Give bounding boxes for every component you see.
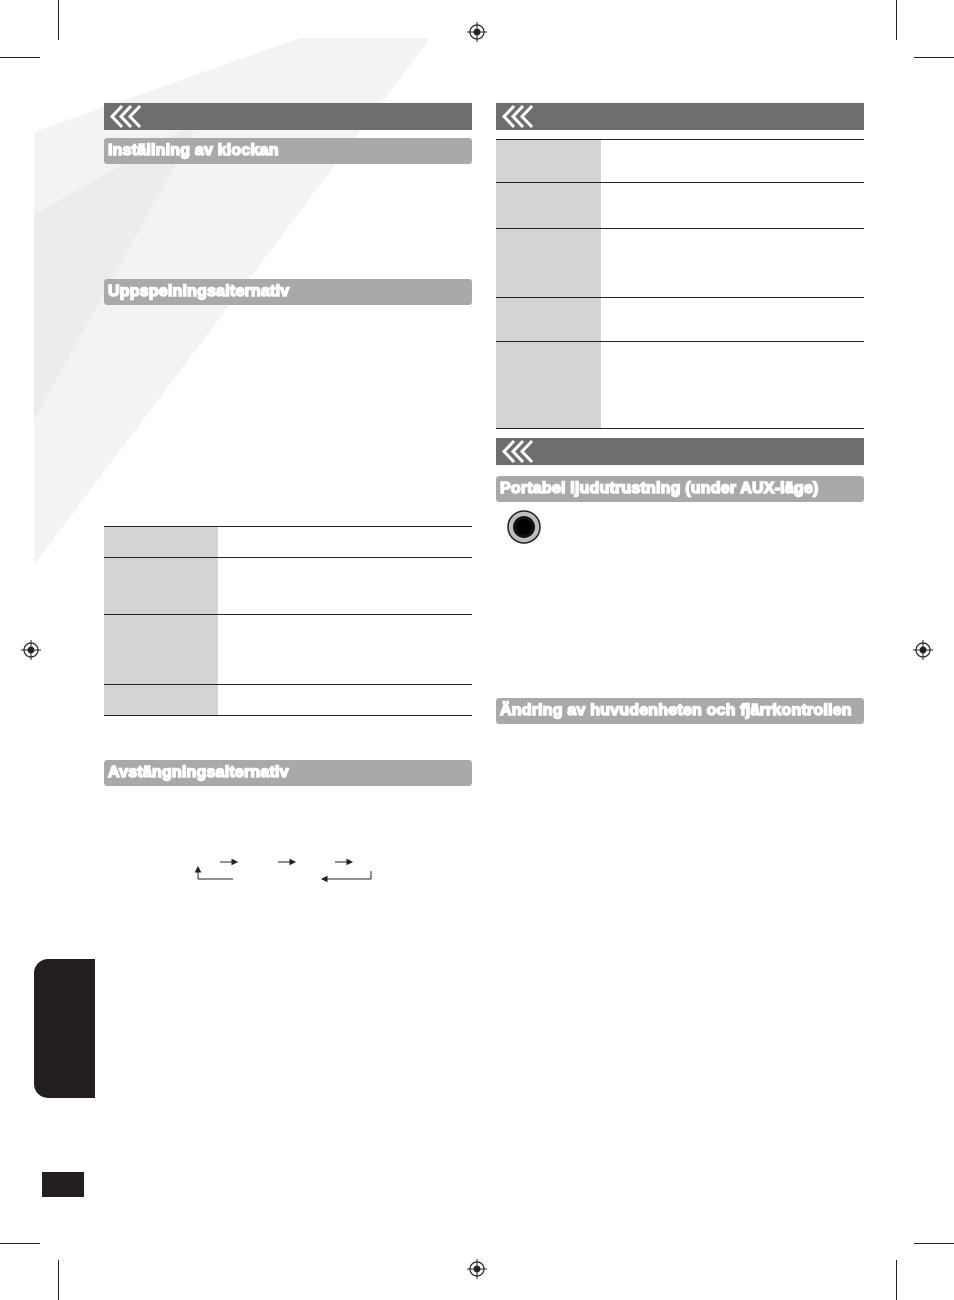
table-row <box>104 685 472 716</box>
cycle-arrows-diagram <box>190 855 380 885</box>
triple-chevron-left-icon <box>108 103 144 130</box>
table-row <box>496 342 864 429</box>
subheading-off-settings: Avstängningsalternativ <box>104 760 472 786</box>
subheading-remote-change: Ändring av huvudenheten och fjärrkontrollen <box>496 698 864 724</box>
subheading-playback: Uppspelningsalternativ <box>104 279 472 305</box>
registration-mark-icon <box>467 22 487 42</box>
aux-jack-icon <box>507 510 541 544</box>
section-header-right-top <box>496 103 864 130</box>
table-row <box>496 183 864 229</box>
triple-chevron-left-icon <box>500 438 536 465</box>
section-header-left <box>104 103 472 130</box>
language-side-tab <box>34 959 95 1098</box>
section-header-right-bottom <box>496 438 864 465</box>
table-row <box>104 615 472 685</box>
crop-mark <box>914 57 954 58</box>
crop-mark <box>914 1243 954 1244</box>
crop-mark <box>896 0 897 40</box>
table-row <box>496 140 864 183</box>
registration-mark-icon <box>913 640 933 660</box>
table-row <box>496 229 864 298</box>
crop-mark <box>0 57 40 58</box>
table-row <box>104 558 472 615</box>
crop-mark <box>58 1260 59 1300</box>
subheading-portable-audio: Portabel ljudutrustning (under AUX-läge) <box>496 476 864 502</box>
triple-chevron-left-icon <box>500 103 536 130</box>
subheading-clock: Inställning av klockan <box>104 138 472 164</box>
playback-table <box>104 526 472 716</box>
crop-mark <box>896 1260 897 1300</box>
page-number-box <box>42 1172 84 1197</box>
registration-mark-icon <box>467 1259 487 1279</box>
crop-mark <box>0 1243 40 1244</box>
crop-mark <box>58 0 59 40</box>
right-table <box>496 139 864 429</box>
table-row <box>496 298 864 342</box>
table-row <box>104 527 472 558</box>
registration-mark-icon <box>21 640 41 660</box>
